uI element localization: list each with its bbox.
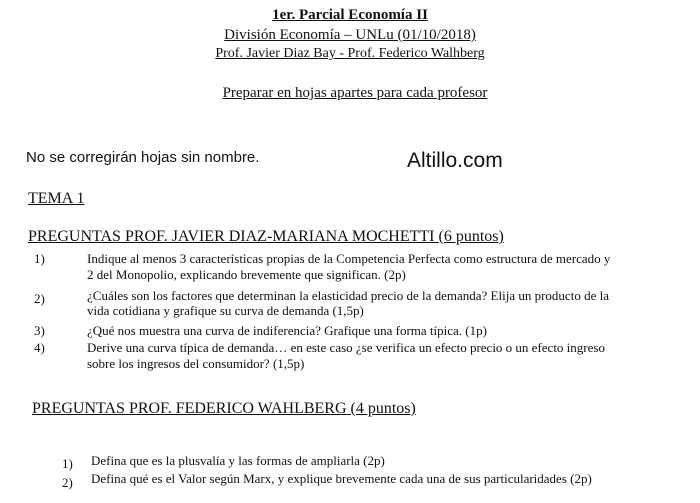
question-text-cont: vida cotidiana y grafique su curva de demanda (1,5p) <box>87 303 364 318</box>
question-number: 4) <box>34 340 45 355</box>
question-text-cont: sobre los ingresos del consumidor? (1,5p) <box>87 356 305 371</box>
exam-title: 1er. Parcial Economía II <box>272 7 428 23</box>
question-number: 1) <box>62 456 73 471</box>
note-text: No se corregirán hojas sin nombre. <box>26 149 260 166</box>
question-number: 3) <box>34 323 45 338</box>
tema-heading: TEMA 1 <box>28 190 85 207</box>
division-line: División Economía – UNLu (01/10/2018) <box>224 27 476 43</box>
question-text: Defina qué es el Valor según Marx, y explique brevemente cada una de sus particularidades (2p) <box>91 471 592 486</box>
watermark-text: Altillo.com <box>407 149 503 172</box>
section1-heading: PREGUNTAS PROF. JAVIER DIAZ-MARIANA MOCHETTI (6 puntos) <box>28 228 504 245</box>
professors-line: Prof. Javier Diaz Bay - Prof. Federico Walhberg <box>215 46 485 61</box>
section2-heading: PREGUNTAS PROF. FEDERICO WAHLBERG (4 puntos) <box>32 400 416 417</box>
question-text: ¿Cuáles son los factores que determinan la elasticidad precio de la demanda? Elija un producto de la <box>87 288 609 303</box>
instruction-line: Preparar en hojas apartes para cada profesor <box>222 85 488 101</box>
question-number: 2) <box>62 475 73 490</box>
question-text: ¿Qué nos muestra una curva de indiferencia? Grafique una forma típica. (1p) <box>87 323 487 338</box>
question-number: 1) <box>34 251 45 266</box>
question-text: Defina que es la plusvalía y las formas de ampliarla (2p) <box>91 453 385 468</box>
question-text: Indique al menos 3 características propias de la Competencia Perfecta como estructura de mercado y <box>87 251 611 266</box>
question-text: Derive una curva típica de demanda… en este caso ¿se verifica un efecto precio o un efecto ingreso <box>87 340 605 355</box>
question-text-cont: 2 del Monopolio, explicando brevemente que significan. (2p) <box>87 267 406 282</box>
question-number: 2) <box>34 291 45 306</box>
